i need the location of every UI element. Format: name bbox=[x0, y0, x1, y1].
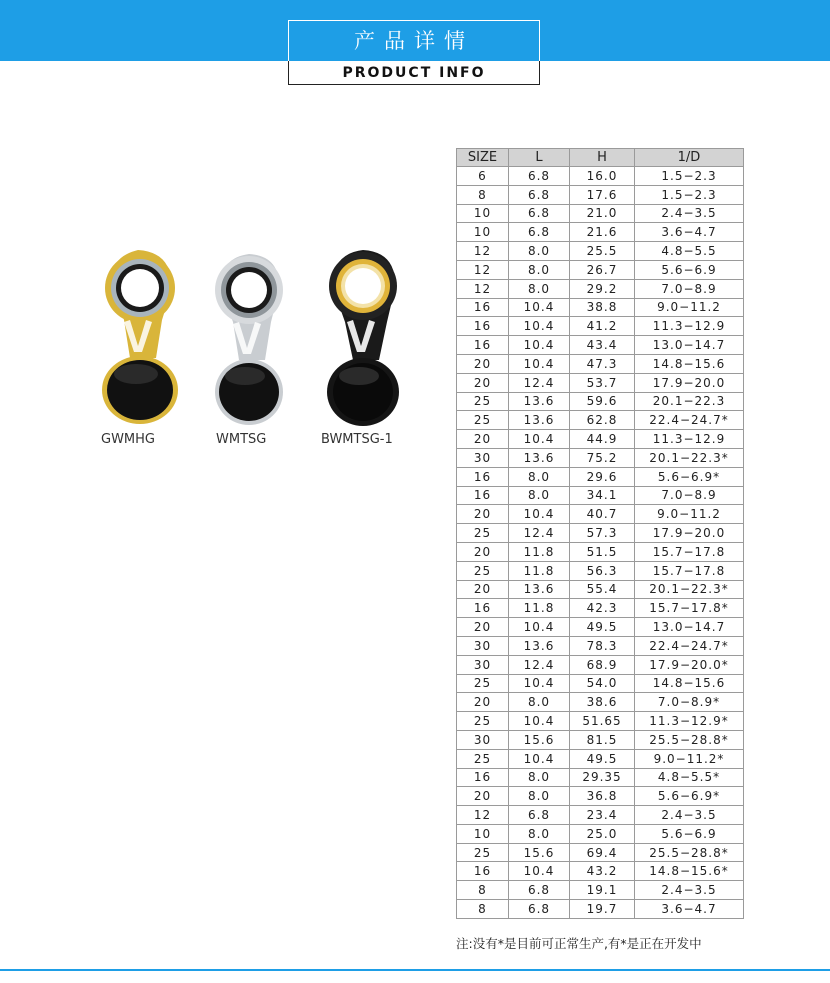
table-row bbox=[457, 900, 744, 919]
rod-guide-icon bbox=[213, 252, 285, 428]
table-cell: 10.4 bbox=[509, 712, 570, 731]
table-cell: 53.7 bbox=[570, 373, 635, 392]
table-cell: 30 bbox=[457, 730, 509, 749]
table-cell: 3.6−4.7 bbox=[635, 223, 744, 242]
table-cell: 16 bbox=[457, 467, 509, 486]
table-cell: 9.0−11.2* bbox=[635, 749, 744, 768]
product-label: GWMHG bbox=[101, 432, 155, 447]
table-cell: 25 bbox=[457, 392, 509, 411]
table-cell: 16.0 bbox=[570, 167, 635, 186]
table-cell: 22.4−24.7* bbox=[635, 411, 744, 430]
table-cell: 15.7−17.8* bbox=[635, 599, 744, 618]
table-row bbox=[457, 298, 744, 317]
table-cell: 47.3 bbox=[570, 354, 635, 373]
table-cell: 51.5 bbox=[570, 542, 635, 561]
table-cell: 10 bbox=[457, 824, 509, 843]
table-cell: 10.4 bbox=[509, 505, 570, 524]
table-cell: 36.8 bbox=[570, 787, 635, 806]
table-cell: 9.0−11.2 bbox=[635, 505, 744, 524]
table-row bbox=[457, 185, 744, 204]
table-cell: 25 bbox=[457, 524, 509, 543]
table-cell: 21.0 bbox=[570, 204, 635, 223]
table-row bbox=[457, 580, 744, 599]
table-cell: 10.4 bbox=[509, 298, 570, 317]
table-cell: 16 bbox=[457, 317, 509, 336]
table-cell: 10.4 bbox=[509, 674, 570, 693]
table-cell: 30 bbox=[457, 636, 509, 655]
table-cell: 20 bbox=[457, 373, 509, 392]
table-cell: 10 bbox=[457, 204, 509, 223]
table-cell: 6.8 bbox=[509, 806, 570, 825]
table-cell: 12 bbox=[457, 806, 509, 825]
table-cell: 10.4 bbox=[509, 862, 570, 881]
table-cell: 29.2 bbox=[570, 279, 635, 298]
table-cell: 2.4−3.5 bbox=[635, 204, 744, 223]
table-cell: 8.0 bbox=[509, 467, 570, 486]
table-cell: 34.1 bbox=[570, 486, 635, 505]
table-cell: 21.6 bbox=[570, 223, 635, 242]
table-cell: 20.1−22.3 bbox=[635, 392, 744, 411]
table-cell: 13.0−14.7 bbox=[635, 618, 744, 637]
table-cell: 5.6−6.9 bbox=[635, 260, 744, 279]
table-cell: 11.8 bbox=[509, 599, 570, 618]
table-cell: 13.6 bbox=[509, 448, 570, 467]
table-cell: 8.0 bbox=[509, 242, 570, 261]
table-cell: 10.4 bbox=[509, 336, 570, 355]
table-cell: 13.0−14.7 bbox=[635, 336, 744, 355]
table-cell: 23.4 bbox=[570, 806, 635, 825]
table-cell: 25.0 bbox=[570, 824, 635, 843]
table-row bbox=[457, 242, 744, 261]
table-row bbox=[457, 749, 744, 768]
spec-table bbox=[456, 148, 744, 919]
table-cell: 11.3−12.9 bbox=[635, 430, 744, 449]
table-cell: 42.3 bbox=[570, 599, 635, 618]
table-cell: 44.9 bbox=[570, 430, 635, 449]
table-cell: 16 bbox=[457, 862, 509, 881]
table-cell: 17.6 bbox=[570, 185, 635, 204]
table-cell: 20 bbox=[457, 693, 509, 712]
table-cell: 10.4 bbox=[509, 354, 570, 373]
table-cell: 6.8 bbox=[509, 900, 570, 919]
table-cell: 6.8 bbox=[509, 204, 570, 223]
table-cell: 15.6 bbox=[509, 730, 570, 749]
table-cell: 20 bbox=[457, 580, 509, 599]
column-header-1d: 1/D bbox=[635, 149, 744, 167]
table-cell: 25 bbox=[457, 712, 509, 731]
table-cell: 12 bbox=[457, 260, 509, 279]
product-image-gwmhg bbox=[100, 248, 180, 428]
table-cell: 11.8 bbox=[509, 542, 570, 561]
table-row bbox=[457, 167, 744, 186]
table-cell: 6.8 bbox=[509, 223, 570, 242]
table-cell: 20.1−22.3* bbox=[635, 580, 744, 599]
table-cell: 25.5−28.8* bbox=[635, 843, 744, 862]
table-cell: 14.8−15.6* bbox=[635, 862, 744, 881]
table-cell: 14.8−15.6 bbox=[635, 674, 744, 693]
table-row bbox=[457, 524, 744, 543]
table-cell: 19.7 bbox=[570, 900, 635, 919]
bottom-divider bbox=[0, 969, 830, 971]
table-cell: 16 bbox=[457, 486, 509, 505]
table-cell: 8.0 bbox=[509, 787, 570, 806]
table-header-row bbox=[457, 149, 744, 167]
table-cell: 10.4 bbox=[509, 618, 570, 637]
table-cell: 12 bbox=[457, 242, 509, 261]
table-cell: 51.65 bbox=[570, 712, 635, 731]
table-cell: 69.4 bbox=[570, 843, 635, 862]
table-cell: 62.8 bbox=[570, 411, 635, 430]
table-cell: 1.5−2.3 bbox=[635, 185, 744, 204]
table-row bbox=[457, 636, 744, 655]
table-row bbox=[457, 768, 744, 787]
table-cell: 25.5 bbox=[570, 242, 635, 261]
table-row bbox=[457, 486, 744, 505]
product-image-bwmtsg-1 bbox=[325, 248, 401, 428]
table-cell: 16 bbox=[457, 336, 509, 355]
table-cell: 12 bbox=[457, 279, 509, 298]
table-cell: 13.6 bbox=[509, 636, 570, 655]
table-cell: 81.5 bbox=[570, 730, 635, 749]
table-cell: 3.6−4.7 bbox=[635, 900, 744, 919]
table-cell: 25 bbox=[457, 561, 509, 580]
table-cell: 25 bbox=[457, 674, 509, 693]
rod-guide-icon bbox=[100, 248, 180, 428]
table-cell: 5.6−6.9 bbox=[635, 824, 744, 843]
table-cell: 16 bbox=[457, 298, 509, 317]
column-header-l: L bbox=[509, 149, 570, 167]
table-cell: 41.2 bbox=[570, 317, 635, 336]
table-cell: 11.3−12.9 bbox=[635, 317, 744, 336]
table-row bbox=[457, 693, 744, 712]
table-cell: 17.9−20.0 bbox=[635, 524, 744, 543]
table-cell: 7.0−8.9 bbox=[635, 279, 744, 298]
table-cell: 6 bbox=[457, 167, 509, 186]
table-cell: 29.6 bbox=[570, 467, 635, 486]
table-cell: 12.4 bbox=[509, 524, 570, 543]
table-body bbox=[457, 167, 744, 919]
table-row bbox=[457, 317, 744, 336]
table-row bbox=[457, 730, 744, 749]
table-cell: 11.3−12.9* bbox=[635, 712, 744, 731]
table-cell: 22.4−24.7* bbox=[635, 636, 744, 655]
table-cell: 10 bbox=[457, 223, 509, 242]
table-cell: 8 bbox=[457, 900, 509, 919]
table-cell: 13.6 bbox=[509, 580, 570, 599]
table-row bbox=[457, 824, 744, 843]
table-cell: 20 bbox=[457, 505, 509, 524]
table-row bbox=[457, 806, 744, 825]
table-cell: 10.4 bbox=[509, 430, 570, 449]
table-cell: 26.7 bbox=[570, 260, 635, 279]
table-cell: 12.4 bbox=[509, 373, 570, 392]
table-row bbox=[457, 411, 744, 430]
table-cell: 38.8 bbox=[570, 298, 635, 317]
table-cell: 20.1−22.3* bbox=[635, 448, 744, 467]
table-cell: 2.4−3.5 bbox=[635, 806, 744, 825]
table-cell: 30 bbox=[457, 448, 509, 467]
table-cell: 6.8 bbox=[509, 167, 570, 186]
table-cell: 54.0 bbox=[570, 674, 635, 693]
product-image-wmtsg bbox=[213, 252, 285, 428]
table-row bbox=[457, 336, 744, 355]
table-cell: 25 bbox=[457, 749, 509, 768]
table-cell: 2.4−3.5 bbox=[635, 881, 744, 900]
table-cell: 6.8 bbox=[509, 185, 570, 204]
table-row bbox=[457, 260, 744, 279]
table-cell: 10.4 bbox=[509, 317, 570, 336]
table-cell: 38.6 bbox=[570, 693, 635, 712]
product-label: WMTSG bbox=[216, 432, 267, 447]
table-cell: 13.6 bbox=[509, 411, 570, 430]
table-cell: 5.6−6.9* bbox=[635, 787, 744, 806]
table-cell: 49.5 bbox=[570, 618, 635, 637]
table-cell: 20 bbox=[457, 618, 509, 637]
column-header-h: H bbox=[570, 149, 635, 167]
table-cell: 4.8−5.5* bbox=[635, 768, 744, 787]
column-header-size: SIZE bbox=[457, 149, 509, 167]
table-cell: 25 bbox=[457, 411, 509, 430]
table-row bbox=[457, 467, 744, 486]
table-row bbox=[457, 373, 744, 392]
table-cell: 15.7−17.8 bbox=[635, 542, 744, 561]
table-cell: 57.3 bbox=[570, 524, 635, 543]
table-cell: 13.6 bbox=[509, 392, 570, 411]
table-cell: 17.9−20.0 bbox=[635, 373, 744, 392]
table-cell: 19.1 bbox=[570, 881, 635, 900]
table-cell: 1.5−2.3 bbox=[635, 167, 744, 186]
table-cell: 29.35 bbox=[570, 768, 635, 787]
product-label: BWMTSG-1 bbox=[321, 432, 393, 447]
table-cell: 12.4 bbox=[509, 655, 570, 674]
table-cell: 25.5−28.8* bbox=[635, 730, 744, 749]
table-cell: 11.8 bbox=[509, 561, 570, 580]
table-cell: 43.4 bbox=[570, 336, 635, 355]
table-cell: 8 bbox=[457, 881, 509, 900]
table-cell: 49.5 bbox=[570, 749, 635, 768]
table-cell: 30 bbox=[457, 655, 509, 674]
table-cell: 15.6 bbox=[509, 843, 570, 862]
table-cell: 8.0 bbox=[509, 824, 570, 843]
table-cell: 8.0 bbox=[509, 279, 570, 298]
table-cell: 40.7 bbox=[570, 505, 635, 524]
table-cell: 4.8−5.5 bbox=[635, 242, 744, 261]
table-row bbox=[457, 542, 744, 561]
table-row bbox=[457, 655, 744, 674]
table-cell: 5.6−6.9* bbox=[635, 467, 744, 486]
table-cell: 17.9−20.0* bbox=[635, 655, 744, 674]
table-cell: 14.8−15.6 bbox=[635, 354, 744, 373]
table-cell: 78.3 bbox=[570, 636, 635, 655]
table-cell: 55.4 bbox=[570, 580, 635, 599]
table-cell: 16 bbox=[457, 599, 509, 618]
table-cell: 8.0 bbox=[509, 768, 570, 787]
table-row bbox=[457, 204, 744, 223]
table-row bbox=[457, 618, 744, 637]
table-cell: 43.2 bbox=[570, 862, 635, 881]
table-cell: 15.7−17.8 bbox=[635, 561, 744, 580]
title-chinese: 产品详情 bbox=[288, 20, 540, 62]
table-row bbox=[457, 843, 744, 862]
table-cell: 8.0 bbox=[509, 486, 570, 505]
table-row bbox=[457, 881, 744, 900]
table-row bbox=[457, 505, 744, 524]
table-cell: 6.8 bbox=[509, 881, 570, 900]
table-cell: 9.0−11.2 bbox=[635, 298, 744, 317]
table-cell: 20 bbox=[457, 542, 509, 561]
table-cell: 7.0−8.9 bbox=[635, 486, 744, 505]
table-row bbox=[457, 561, 744, 580]
table-cell: 68.9 bbox=[570, 655, 635, 674]
table-cell: 7.0−8.9* bbox=[635, 693, 744, 712]
footnote: 注:没有*是目前可正常生产,有*是正在开发中 bbox=[456, 936, 702, 951]
table-cell: 20 bbox=[457, 787, 509, 806]
table-cell: 20 bbox=[457, 354, 509, 373]
table-cell: 8 bbox=[457, 185, 509, 204]
table-cell: 16 bbox=[457, 768, 509, 787]
table-cell: 10.4 bbox=[509, 749, 570, 768]
table-cell: 25 bbox=[457, 843, 509, 862]
table-row bbox=[457, 430, 744, 449]
table-row bbox=[457, 674, 744, 693]
table-row bbox=[457, 279, 744, 298]
table-row bbox=[457, 787, 744, 806]
table-row bbox=[457, 354, 744, 373]
table-row bbox=[457, 392, 744, 411]
table-row bbox=[457, 712, 744, 731]
table-row bbox=[457, 448, 744, 467]
table-row bbox=[457, 862, 744, 881]
table-row bbox=[457, 223, 744, 242]
page-title bbox=[288, 20, 540, 86]
table-cell: 56.3 bbox=[570, 561, 635, 580]
table-cell: 75.2 bbox=[570, 448, 635, 467]
rod-guide-icon bbox=[325, 248, 401, 428]
table-row bbox=[457, 599, 744, 618]
title-english: PRODUCT INFO bbox=[288, 61, 540, 85]
table-cell: 8.0 bbox=[509, 693, 570, 712]
table-cell: 20 bbox=[457, 430, 509, 449]
table-cell: 59.6 bbox=[570, 392, 635, 411]
table-cell: 8.0 bbox=[509, 260, 570, 279]
